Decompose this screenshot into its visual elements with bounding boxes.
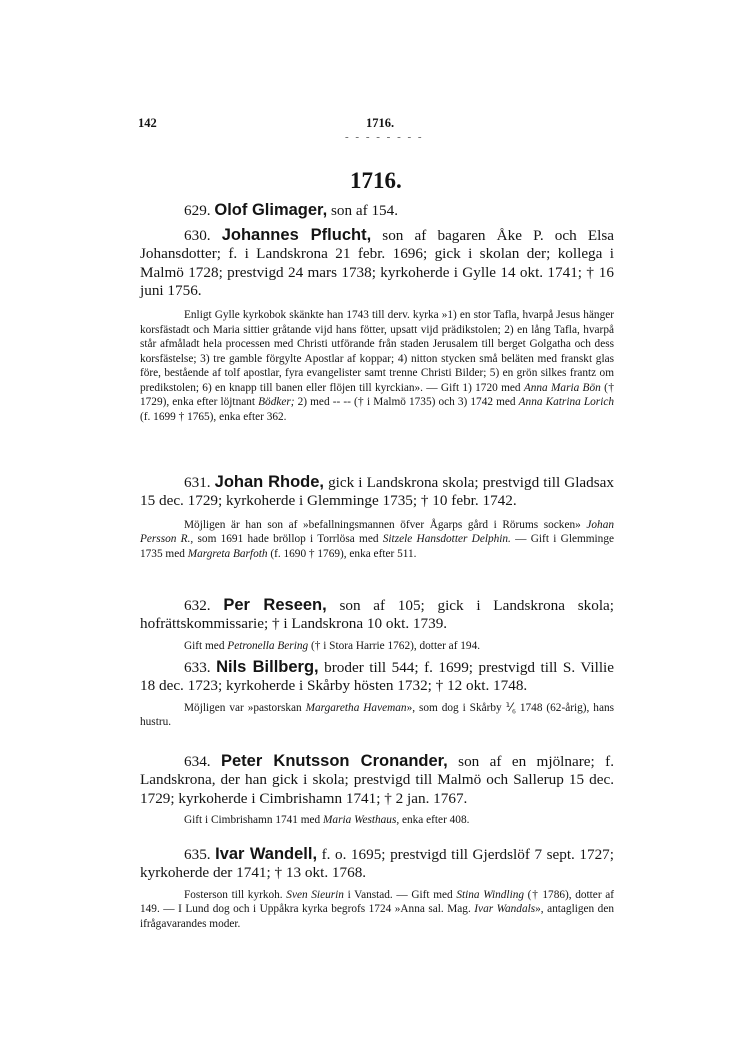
running-head-year: 1716.	[366, 116, 395, 130]
entry-630: 630. Johannes Pflucht, son af bagaren Åke P. och Elsa Johansdotter; f. i Landskrona 21 febr. 1696; gick i skolan der; kollega i Malmö 1728; prestvigd 24 mars 1738; kyrkoherde i Gylle 14 okt. 1741; † 16 juni 1756. Enligt Gylle kyrkobok skänkte han 1743 till derv. kyrka »1) en stor Tafla, hvarpå Jesus hänger korsfästadt och Maria sittier gråtande vijd hans fötter, upsatt vijd prädikstolen; 2) en lång Tafla, hvarpå står afmåladt hela processen med Christi utförande från staden Jerusalem till berget Golgatha och dess korsfästelse; 3) tre gamble förgylte Apostlar af koppar; 4) nitton stycken små beläten med franskt glas före, bestående af tolf apostlar, fyra evangelister samt trenne Christi Bilder; 5) en grön silkes frantz om predikstolen; 6) en knapp till banen eller flöjen till kyrckian». — Gift 1) 1720 med Anna Maria Bön († 1729), enka efter löjtnant Bödker; 2) med -- -- († i Malmö 1735) och 3) 1742 med Anna Katrina Lorich (f. 1699 † 1765), enka efter 362.	[140, 226, 615, 423]
section-title: 1716.	[350, 168, 402, 193]
entry-name: Johannes Pflucht,	[221, 226, 372, 244]
entry-note: Gift i Cimbrishamn 1741 med Maria Westhaus, enka efter 408.	[184, 813, 470, 826]
header-rule: - - - - - - - -	[345, 131, 424, 143]
entry-name: Olof Glimager,	[214, 201, 328, 219]
entry-634: 634. Peter Knutsson Cronander, son af en mjölnare; f. Landskrona, der han gick i skola; prestvigd till Malmö och Sallerup 15 dec. 1729; kyrkoherde i Cimbrishamn 1741; † 2 jan. 1767. Gift i Cimbrishamn 1741 med Maria Westhaus, enka efter 408.	[140, 752, 614, 826]
running-head	[138, 116, 614, 132]
entry-note: Möjligen var »pastorskan Margaretha Haveman», som dog i Skårby ⅟₆ 1748 (62-årig), hans hustru.	[140, 701, 615, 729]
entry-note: Enligt Gylle kyrkobok skänkte han 1743 till derv. kyrka »1) en stor Tafla, hvarpå Jesus hänger korsfästadt och Maria sittier gråtande vijd hans fötter, upsatt vijd prädikstolen; 2) en lång Tafla, hvarpå står afmåladt hela processen med Christi utförande från staden Jerusalem till berget Golgatha och dess korsfästelse; 3) tre gamble förgylte Apostlar af koppar; 4) nitton stycken små beläten med franskt glas före, bestående af tolf apostlar, fyra evangelister samt trenne Christi Bilder; 5) en grön silkes frantz om predikstolen; 6) en knapp till banen eller flöjen till kyrckian». — Gift 1) 1720 med Anna Maria Bön († 1729), enka efter löjtnant Bödker; 2) med -- -- († i Malmö 1735) och 3) 1742 med Anna Katrina Lorich (f. 1699 † 1765), enka efter 362.	[140, 309, 614, 423]
entry-note: Fosterson till kyrkoh. Sven Sieurin i Vanstad. — Gift med Stina Windling († 1786), dotter af 149. — I Lund dog och i Uppåkra kyrka begrofs 1724 »Anna sal. Mag. Ivar Wandals», antagligen den ifrågavarandes moder.	[140, 888, 615, 930]
entry-name: Johan Rhode,	[214, 473, 325, 491]
entry-631: 631. Johan Rhode, gick i Landskrona skola; prestvigd till Gladsax 15 dec. 1729; kyrkoherde i Glemminge 1735; † 10 febr. 1742. Möjligen är han son af »befallningsmannen öfver Ågarps gård i Rörums socken» Johan Persson R., som 1691 hade bröllop i Torrlösa med Sitzele Hansdotter Delphin. — Gift i Glemminge 1735 med Margreta Barfoth (f. 1690 † 1769), enka efter 511.	[140, 473, 614, 560]
entry-note: Gift med Petronella Bering († i Stora Harrie 1762), dotter af 194.	[184, 639, 481, 652]
entry-note: Möjligen är han son af »befallningsmannen öfver Ågarps gård i Rörums socken» Johan Persson R., som 1691 hade bröllop i Torrlösa med Sitzele Hansdotter Delphin. — Gift i Glemminge 1735 med Margreta Barfoth (f. 1690 † 1769), enka efter 511.	[140, 518, 614, 560]
entry-633: 633. Nils Billberg, broder till 544; f. 1699; prestvigd till S. Villie 18 dec. 1723; kyrkoherde i Skårby hösten 1732; † 12 okt. 1748. Möjligen var »pastorskan Margaretha Haveman», som dog i Skårby ⅟₆ 1748 (62-årig), hans hustru.	[140, 658, 615, 729]
entry-629: 629. Olof Glimager, son af 154.	[184, 201, 399, 219]
entry-632: 632. Per Reseen, son af 105; gick i Landskrona skola; hofrättskommissarie; † i Landskrona 10 okt. 1739. Gift med Petronella Bering († i Stora Harrie 1762), dotter af 194.	[140, 596, 615, 652]
page-number: 142	[138, 116, 157, 130]
entry-name: Nils Billberg,	[216, 658, 319, 676]
entry-635: 635. Ivar Wandell, f. o. 1695; prestvigd till Gjerdslöf 7 sept. 1727; kyrkoherde der 1741; † 13 okt. 1768. Fosterson till kyrkoh. Sven Sieurin i Vanstad. — Gift med Stina Windling († 1786), dotter af 149. — I Lund dog och i Uppåkra kyrka begrofs 1724 »Anna sal. Mag. Ivar Wandals», antagligen den ifrågavarandes moder.	[140, 845, 615, 930]
entry-name: Ivar Wandell,	[215, 845, 318, 863]
entry-name: Peter Knutsson Cronander,	[220, 752, 448, 770]
entry-name: Per Reseen,	[223, 596, 327, 614]
